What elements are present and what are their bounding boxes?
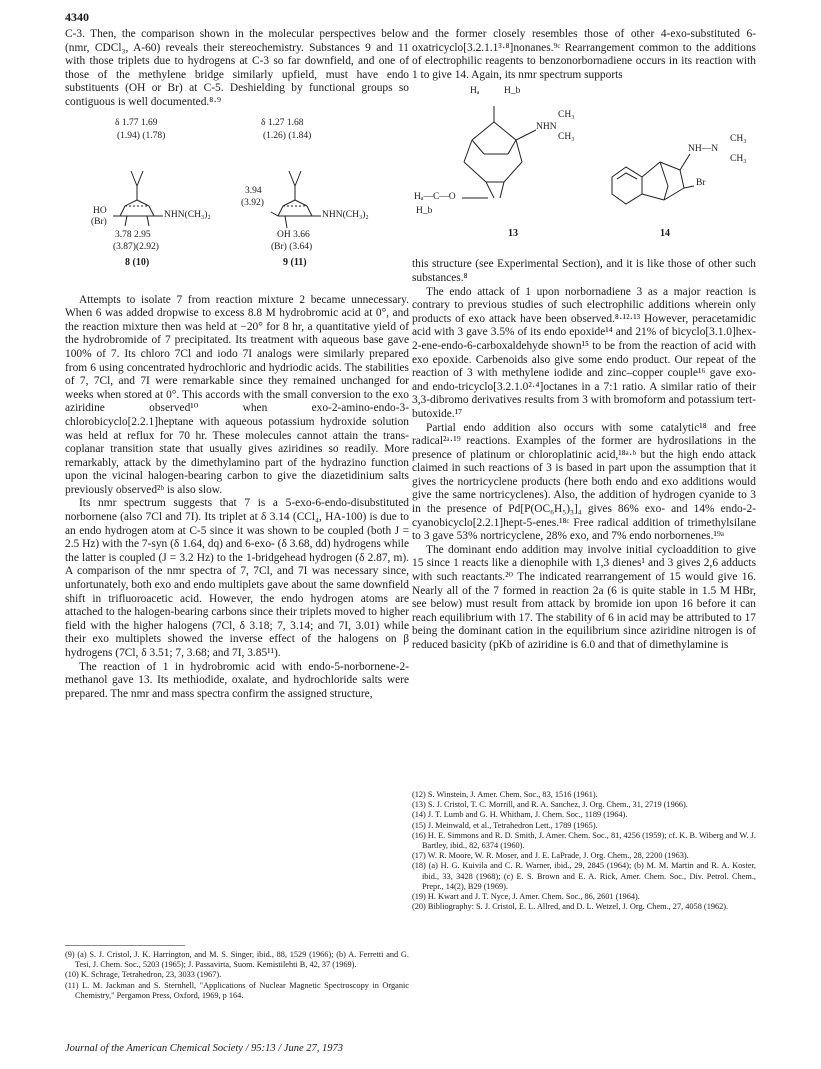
reference-entry: (15) J. Meinwald, et al., Tetrahedron Lett., 1789 (1965). bbox=[412, 820, 598, 830]
structure-8-bottom-shift-alt: (3.87)(2.92) bbox=[113, 241, 159, 252]
structure-14-nh-n: NH—N bbox=[688, 144, 719, 155]
structure-14-methyl-b: CH₃ bbox=[730, 154, 747, 165]
reference-entry: (19) H. Kwart and J. T. Nyce, J. Amer. Chem. Soc., 86, 2601 (1964). bbox=[412, 892, 640, 902]
compound-label-8: 8 (10) bbox=[125, 256, 150, 268]
reference-entry: (14) J. T. Lumb and G. H. Whitham, J. Chem. Soc., 1189 (1964). bbox=[412, 810, 628, 820]
reference-entry: (20) Bibliography: S. J. Cristol, E. L. Allred, and D. L. Wetzel, J. Org. Chem., 27, 4058 (1962). bbox=[412, 902, 729, 912]
left-paragraph-3: Its nmr spectrum suggests that 7 is a 5-exo-6-endo-disubstituted norbornene (also 7Cl and 7I). Its triplet at δ 3.14 (CCl₄, HA-100) is due to an endo hydrogen atom at C-5 since it was shown to be coupled (both J = 2.5 Hz) with the 7-syn (δ 1.64, dq) and 6-exo- (δ 3.68, dd) hydrogens while the latter is coupled (J = 3.2 Hz) to the 1-bridgehead hydrogen (δ 2.87, m). A comparison of the nmr spectra of 7, 7Cl, and 7I was necessary since, unfortunately, both exo and endo multiplets gave about the same downfield shift in trifluoroacetic acid. However, the endo hydrogen atoms are attached to the halogen-bearing carbons since their triplets moved to higher field with the higher halogens (7Cl, δ 3.18; 7, 3.14; and 7I, 3.01) while their exo multiplets showed the inverse effect of the halogens on β hydrogens (7Cl, δ 3.51; 7, 3.68; and 7I, 3.85¹¹). bbox=[65, 497, 409, 659]
structure-8-hydroxy-label: HO bbox=[93, 205, 107, 216]
structure-8-top-shift-alt: (1.94) (1.78) bbox=[117, 130, 166, 141]
structures-13-14-figure bbox=[412, 82, 756, 252]
reference-entry: (9) (a) S. J. Cristol, J. K. Harrington, and M. S. Singer, ibid., 88, 1529 (1966); (b) A. Ferretti and G. Tesi, J. Chem. Soc., 5203 (1965); J. Passavirta, Suom. Kemistilehti B, 42, 37 (1969). bbox=[65, 950, 409, 970]
structure-9-top-shift: δ 1.27 1.68 bbox=[261, 117, 304, 128]
left-paragraph-4: The reaction of 1 in hydrobromic acid with endo-5-norbornene-2-methanol gave 13. Its methiodide, oxalate, and hydrochloride salts were prepared. The nmr and mass spectra confirm the assigned structure, bbox=[65, 660, 409, 700]
structure-13-nhn: NHN bbox=[536, 122, 557, 133]
left-paragraph-1: C-3. Then, the comparison shown in the molecular perspectives below (nmr, CDCl₃, A-60) reveals their stereochemistry. Substances 9 and 11 with those triplets due to hydrogens at C-3 so far downfield, and one of those of the methylene bridge similarly upfield, must have endo substituents (OH or Br) at C-5. Deshielding by functional groups so contiguous is well documented.⁸·⁹ bbox=[65, 28, 409, 108]
structure-13-methyl-a: CH₃ bbox=[558, 110, 575, 121]
footnote-rule-left bbox=[65, 945, 185, 946]
nmr-perspective-figure bbox=[65, 116, 409, 286]
structure-8-bromo-label: (Br) bbox=[91, 216, 107, 227]
reference-entry: (16) H. E. Simmons and R. D. Smith, J. Amer. Chem. Soc., 81, 4256 (1959); cf. K. B. Wiberg and W. J. Bartley, ibid., 82, 6374 (1960). bbox=[412, 830, 756, 851]
reference-entry: (18) (a) H. G. Kuivila and C. R. Warner, ibid., 29, 2845 (1964); (b) M. M. Martin and R. A. Koster, ibid., 33, 3428 (1968); (c) E. S. Brown and E. A. Rick, Amer. Chem. Soc., Div. Petrol. Chem., Prepr., 14(2), B29 (1969). bbox=[412, 861, 756, 891]
reference-entry: (17) W. R. Moore, W. R. Moser, and J. E. LaPrade, J. Org. Chem., 28, 2200 (1963). bbox=[412, 851, 689, 861]
structure-13-ha: Hₐ bbox=[470, 86, 480, 97]
journal-footer: Journal of the American Chemical Society / 95:13 / June 27, 1973 bbox=[65, 1043, 343, 1054]
right-paragraph-1: and the former closely resembles those of other 4-exo-substituted 6-oxatricyclo[3.2.1.1³·⁸]nonanes.⁹ᶜ Rearrangement common to the additions of electrophilic reagents to benzonorbornadiene occurs in its reaction with 1 to give 14. Again, its nmr spectrum supports bbox=[412, 28, 756, 81]
compound-label-14: 14 bbox=[660, 228, 670, 240]
structure-9-left-shift-alt: (3.92) bbox=[241, 197, 264, 208]
structure-8-top-shift: δ 1.77 1.69 bbox=[115, 117, 158, 128]
references-left bbox=[65, 950, 409, 1001]
structure-13-hc-o: Hₐ—C—O bbox=[414, 192, 456, 203]
right-paragraph-3: The endo attack of 1 upon norbornadiene 3 as a major reaction is contrary to previous studies of such electrophilic additions wherein only products of exo attack have been observed.⁸·¹²·¹³ However, peracetamidic acid with 3 gave 3.5% of its endo epoxide¹⁴ and 21% of bicyclo[3.1.0]hex-2-ene-endo-6-carboxaldehyde shown¹⁵ to be from the reaction of acid with exo epoxide. Carbenoids also give some endo product. Our repeat of the reaction of 3 with methylene iodide and zinc–copper couple¹⁶ gave exo- and endo-tricyclo[3.2.1.0²·⁴]octanes in a 7:1 ratio. A similar ratio of their 3,3-dibromo derivatives results from 3 with bromoform and potassium tert-butoxide.¹⁷ bbox=[412, 285, 756, 420]
compound-label-13: 13 bbox=[508, 228, 518, 240]
structure-13-methyl-b: CH₃ bbox=[558, 132, 575, 143]
right-paragraph-2: this structure (see Experimental Section), and it is like those of other such substances.⁸ bbox=[412, 258, 756, 284]
structure-8-hydrazino-label: NHN(CH₃)₂ bbox=[164, 209, 211, 220]
structure-9-left-shift: 3.94 bbox=[245, 185, 262, 196]
reference-entry: (13) S. J. Cristol, T. C. Morrill, and R. A. Sanchez, J. Org. Chem., 31, 2719 (1966). bbox=[412, 800, 688, 810]
right-paragraph-4: Partial endo addition also occurs with some catalytic¹⁸ and free radical²ᵃ·¹⁹ reactions. Examples of the former are hydrosilations in the presence of platinum or chloroplatinic acid,¹⁸ᵃ·ᵇ but the high endo attack claimed in such reactions of 3 is based in part upon the assumption that it gives the nortricyclene products (here both endo and exo additions would give the same nortricyclenes). Also, the addition of hydrogen cyanide to 3 in the presence of Pd[P(OC₆H₅)₃]₄ gives 86% exo- and 14% endo-2-cyanobicyclo[2.2.1]hept-5-enes.¹⁸ᶜ Free radical addition of trimethylsilane to 3 gave 53% nortricyclene, 28% exo, and 7% endo norbornenes.¹⁹ᵃ bbox=[412, 421, 756, 543]
reference-entry: (10) K. Schrage, Tetrahedron, 23, 3033 (1967). bbox=[65, 970, 222, 980]
structure-9-top-shift-alt: (1.26) (1.84) bbox=[263, 130, 312, 141]
page-number: 4340 bbox=[65, 10, 89, 24]
structure-14-methyl-a: CH₃ bbox=[730, 134, 747, 145]
reference-entry: (12) S. Winstein, J. Amer. Chem. Soc., 83, 1516 (1961). bbox=[412, 790, 598, 799]
structure-14-bromo: Br bbox=[696, 178, 706, 189]
structure-13-hb: H_b bbox=[504, 86, 521, 97]
compound-label-9: 9 (11) bbox=[283, 256, 307, 268]
structure-9-hydrazino-label: NHN(CH₃)₂ bbox=[322, 209, 369, 220]
references-right bbox=[412, 790, 756, 912]
structure-9-hydroxy-shift: OH 3.66 bbox=[277, 229, 310, 240]
left-column bbox=[65, 28, 409, 701]
right-column bbox=[412, 28, 756, 653]
reference-entry: (11) L. M. Jackman and S. Sternhell, "Applications of Nuclear Magnetic Spectroscopy in Organic Chemistry," Pergamon Press, Oxford, 1969, p 164. bbox=[65, 980, 409, 1000]
right-paragraph-5: The dominant endo addition may involve initial cycloaddition to give 15 since 1 reacts like a dienophile with 1,3 dienes¹ and 3 gives 2,6 adducts with such reactants.²⁰ The indicated rearrangement of 15 would give 16. Nearly all of the 7 formed in reaction 2a (6 is quite stable in 1.5 M HBr, see below) must result from attack by bromide ion upon 16 before it can reach equilibrium with 17. The stability of 6 in acid may be attributed to 17 being the dominant cation in the equilibrium since aziridine nitrogen is of reduced basicity (pKb of aziridine is 6.0 and that of dimethylamine is bbox=[412, 543, 756, 651]
left-paragraph-2: Attempts to isolate 7 from reaction mixture 2 became unnecessary. When 6 was added dropwise to excess 8.8 M hydrobromic acid at 0°, and the reaction mixture then was held at −20° for 8 hr, a quantitative yield of the hydrobromide of 7 precipitated. Its treatment with aqueous base gave 100% of 7. Its chloro 7Cl and iodo 7I analogs were similarly prepared from 6 using concentrated hydrochloric and hydriodic acids. The stabilities of 7, 7Cl, and 7I were remarkable since they remained unchanged for weeks when stored at 0°. This accords with the small conversion to the exo aziridine observed¹⁰ when exo-2-amino-endo-3-chlorobicyclo[2.2.1]heptane with aqueous potassium hydroxide solution was held at reflux for 70 hr. These molecules cannot attain the trans-coplanar transition state that usually gives aziridines so readily. More remarkably, attack by the dimethylamino part of the hydrazino function upon the vicinal halogen-bearing carbon to give the diazetidinium salts previously observed²ᵇ is also slow. bbox=[65, 293, 409, 496]
structure-13-hb-lower: H_b bbox=[416, 206, 433, 217]
structure-8-bottom-shift: 3.78 2.95 bbox=[115, 229, 151, 240]
structure-9-bromo-shift: (Br) (3.64) bbox=[271, 241, 313, 252]
structures-13-14-drawing bbox=[412, 82, 756, 252]
